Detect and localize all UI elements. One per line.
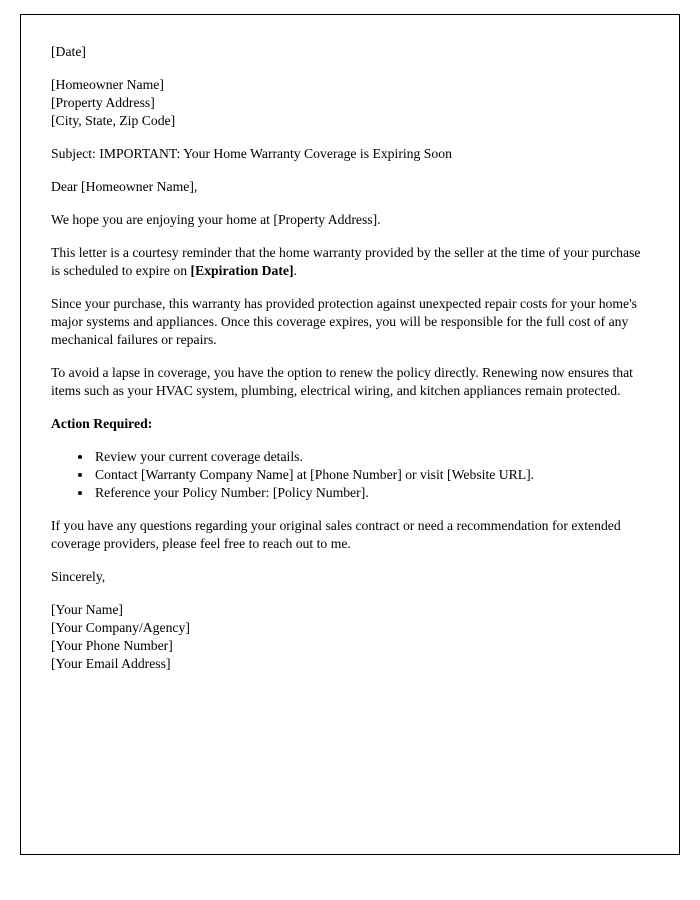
sender-phone: [Your Phone Number]	[51, 638, 173, 653]
reminder-paragraph	[51, 244, 649, 280]
coverage-paragraph: Since your purchase, this warranty has provided protection against unexpected repair costs for your home's major systems and appliances. Once this coverage expires, you will be responsible for the full cost of any mechanical failures or repairs.	[51, 296, 637, 347]
recipient-city-state-zip: [City, State, Zip Code]	[51, 113, 176, 128]
recipient-address-block	[51, 76, 649, 130]
date-line: [Date]	[51, 44, 86, 59]
action-item: • Contact [Warranty Company Name] at [Phone Number] or visit [Website URL].	[93, 466, 649, 484]
recipient-name: [Homeowner Name]	[51, 77, 164, 92]
sender-email: [Your Email Address]	[51, 656, 171, 671]
renewal-paragraph: To avoid a lapse in coverage, you have the option to renew the policy directly. Renewing now ensures that items such as your HVAC system, plumbing, electrical wiring, and kitchen appliances remain protected.	[51, 365, 633, 398]
recipient-property-address: [Property Address]	[51, 95, 155, 110]
expiration-date-placeholder: [Expiration Date]	[190, 263, 294, 278]
salutation: Dear [Homeowner Name],	[51, 179, 198, 194]
sender-name: [Your Name]	[51, 602, 123, 617]
action-required-heading: Action Required:	[51, 416, 153, 431]
letter-page	[20, 14, 680, 855]
subject-line: Subject: IMPORTANT: Your Home Warranty Coverage is Expiring Soon	[51, 146, 452, 161]
reminder-text-after: .	[293, 263, 297, 278]
action-item: • Reference your Policy Number: [Policy Number].	[93, 484, 649, 502]
action-item: • Review your current coverage details.	[93, 448, 649, 466]
reminder-text-before: This letter is a courtesy reminder that the home warranty provided by the seller at the time of your purchase is scheduled to expire on	[51, 245, 641, 278]
warranty-expiration-letter	[51, 43, 649, 673]
closing: Sincerely,	[51, 569, 106, 584]
action-items-list	[51, 448, 649, 502]
signature-block	[51, 601, 649, 673]
intro-paragraph: We hope you are enjoying your home at [Property Address].	[51, 212, 381, 227]
sender-company: [Your Company/Agency]	[51, 620, 190, 635]
questions-paragraph: If you have any questions regarding your original sales contract or need a recommendation for extended coverage providers, please feel free to reach out to me.	[51, 518, 621, 551]
